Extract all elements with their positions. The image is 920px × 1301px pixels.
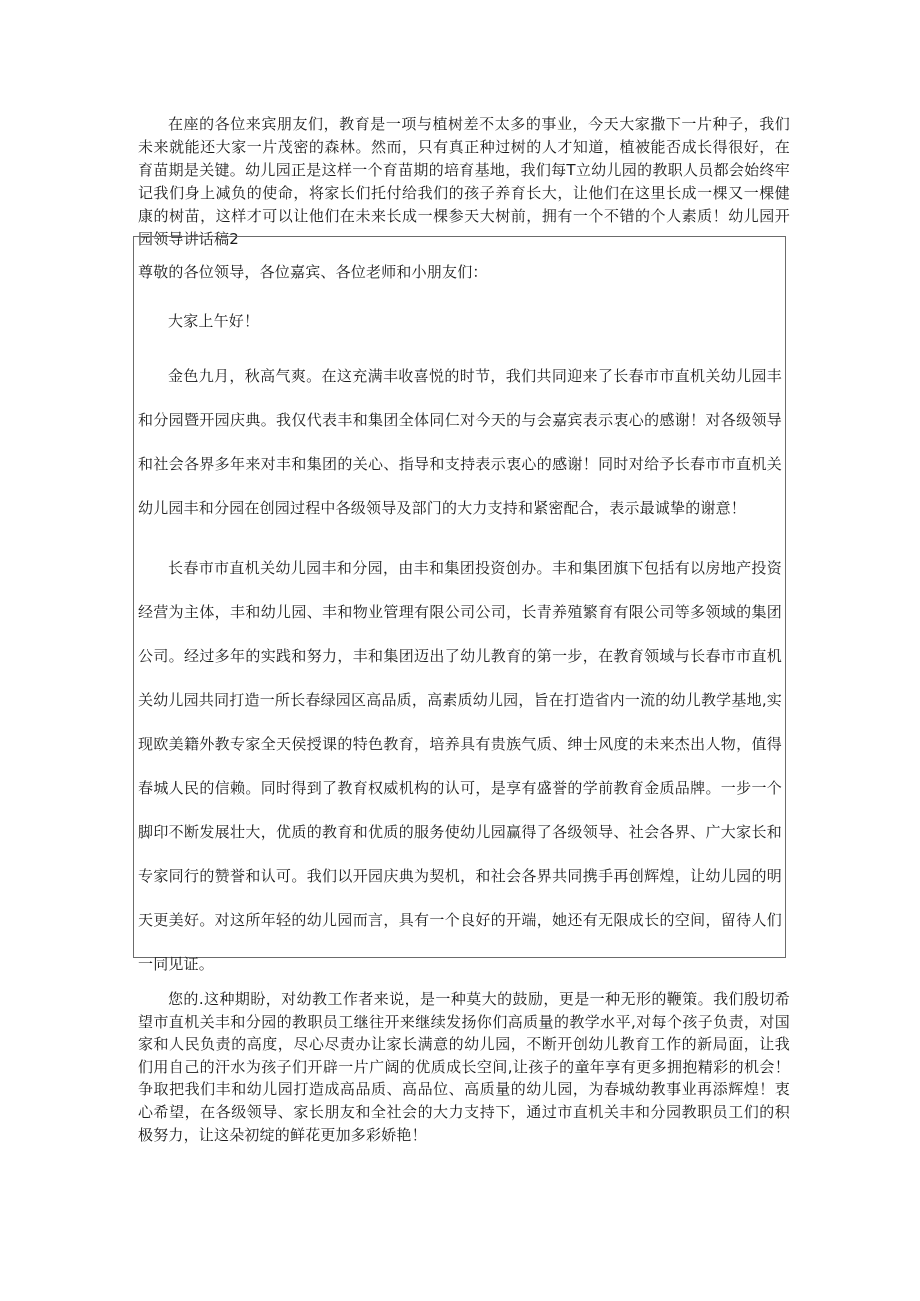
closing-paragraph: 您的.这种期盼，对幼教工作者来说，是一种莫大的鼓励，更是一种无形的鞭策。我们殷切希望市直机关丰和分园的教职员工继往开来继续发扬你们高质量的教学水平,对每个孩子负责，对国家和人民负责的高度，尽心尽责办让家长满意的幼儿园，不断开创幼儿教育工作的新局面，让我们用自己的汗水为孩子们开辟一片广阔的优质成长空间,让孩子的童年享有更多拥抱精彩的机会！争取把我们丰和幼儿园打造成高品质、高品位、高质量的幼儿园，为春城幼教事业再添辉煌！衷心希望，在各级领导、家长朋友和全社会的大力支持下，通过市直机关丰和分园教职员工们的积极努力，让这朵初绽的鲜花更加多彩娇艳！ xyxy=(138,990,790,1144)
intro-paragraph: 在座的各位来宾朋友们，教育是一项与植树差不太多的事业，今天大家撒下一片种子，我们未来就能还大家一片茂密的森林。然而，只有真正种过树的人才知道，植被能否成长得很好，在育苗期是关键。幼儿园正是这样一个育苗期的培育基地，我们每T立幼儿园的教职人员都会始终牢记我们身上减负的使命，将家长们托付给我们的孩子养育长大，让他们在这里长成一棵又一棵健康的树苗，这样才可以让他们在未来长成一棵参天大树前，拥有一个不错的个人素质！幼儿园开园领导讲话稿2 xyxy=(138,115,790,248)
speech-paragraph-1: 金色九月，秋高气爽。在这充满丰收喜悦的时节，我们共同迎来了长春市市直机关幼儿园丰和分园暨开园庆典。我仅代表丰和集团全体同仁对今天的与会嘉宾表示衷心的感谢！对各级领导和社会各界多年来对丰和集团的关心、指导和支持表示衷心的感谢！同时对给予长春市市直机关幼儿园丰和分园在创园过程中各级领导及部门的大力支持和紧密配合，表示最诚挚的谢意！ xyxy=(138,367,782,517)
speech-box xyxy=(133,236,786,973)
speech-paragraph-2: 长春市市直机关幼儿园丰和分园，由丰和集团投资创办。丰和集团旗下包括有以房地产投资经营为主体，丰和幼儿园、丰和物业管理有限公司公司，长青养殖繁育有限公司等多领域的集团公司。经过多年的实践和努力，丰和集团迈出了幼儿教育的第一步，在教育领域与长春市市直机关幼儿园共同打造一所长春绿园区高品质，高素质幼儿园，旨在打造省内一流的幼儿教学基地,实现欧美籍外教专家全天侯授课的特色教育，培养具有贵族气质、绅士风度的未来杰出人物，值得春城人民的信赖。同时得到了教育权威机构的认可，是享有盛誉的学前教育金质品牌。一步一个脚印不断发展壮大，优质的教育和优质的服务使幼儿园赢得了各级领导、社会各界、广大家长和专家同行的赞誉和认可。我们以开园庆典为契机，和社会各界共同携手再创辉煌，让幼儿园的明天更美好。对这所年轻的幼儿园而言，具有一个良好的开端，她还有无限成长的空间，留待人们一同见证。 xyxy=(138,559,782,973)
speech-salutation: 尊敬的各位领导，各位嘉宾、各位老师和小朋友们： xyxy=(138,263,488,281)
speech-greeting: 大家上午好！ xyxy=(168,312,260,330)
